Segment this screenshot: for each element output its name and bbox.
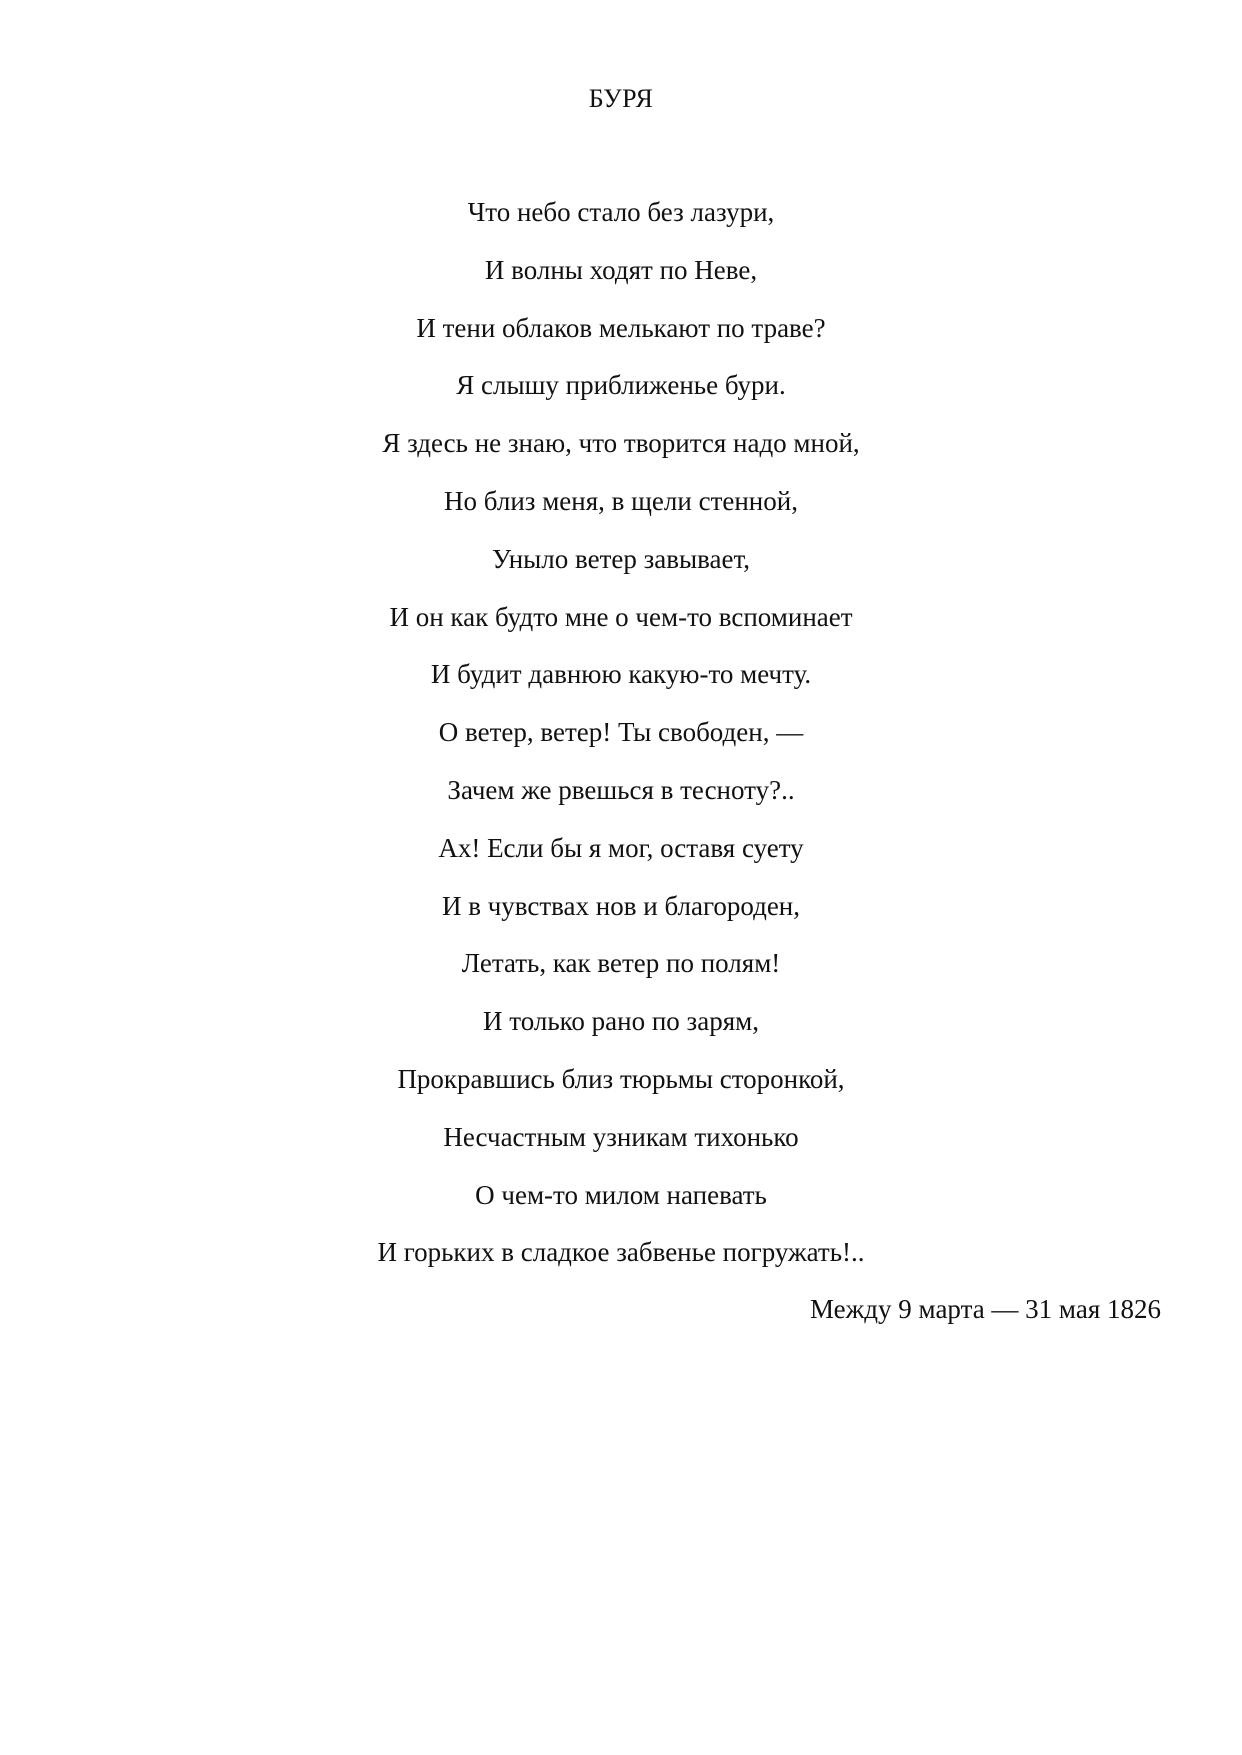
poem-line: Я слышу приближенье бури.	[456, 370, 786, 401]
poem-line: О ветер, ветер! Ты свободен, —	[438, 717, 804, 748]
poem-line: И будит давнюю какую-то мечту.	[430, 659, 812, 690]
poem-line: И в чувствах нов и благороден,	[441, 890, 801, 921]
poem-line: О чем-то милом напевать	[475, 1179, 767, 1210]
poem-line: Ах! Если бы я мог, оставя суету	[438, 832, 804, 863]
poem-line: И только рано по зарям,	[483, 1006, 759, 1037]
poem-line: Зачем же рвешься в тесноту?..	[447, 774, 795, 805]
poem-line: И он как будто мне о чем-то вспоминает	[389, 601, 853, 632]
poem-line: И горьких в сладкое забвенье погружать!..	[377, 1237, 865, 1268]
poem-line: И волны ходят по Неве,	[484, 254, 758, 285]
poem-line: Прокравшись близ тюрьмы сторонкой,	[397, 1063, 845, 1094]
poem-line: И тени облаков мелькают по траве?	[416, 312, 826, 343]
poem-line: Я здесь не знаю, что творится надо мной,	[382, 428, 860, 459]
poem-body	[0, 197, 1242, 1295]
poem-line: Несчастным узникам тихонько	[443, 1121, 799, 1152]
poem-line: Но близ меня, в щели стенной,	[444, 485, 798, 516]
poem-line: Летать, как ветер по полям!	[461, 948, 781, 979]
poem-title: БУРЯ	[588, 84, 654, 113]
poem-line: Уныло ветер завывает,	[491, 543, 751, 574]
poem-date: Между 9 марта — 31 мая 1826	[810, 1294, 1161, 1324]
poem-line: Что небо стало без лазури,	[467, 197, 775, 227]
